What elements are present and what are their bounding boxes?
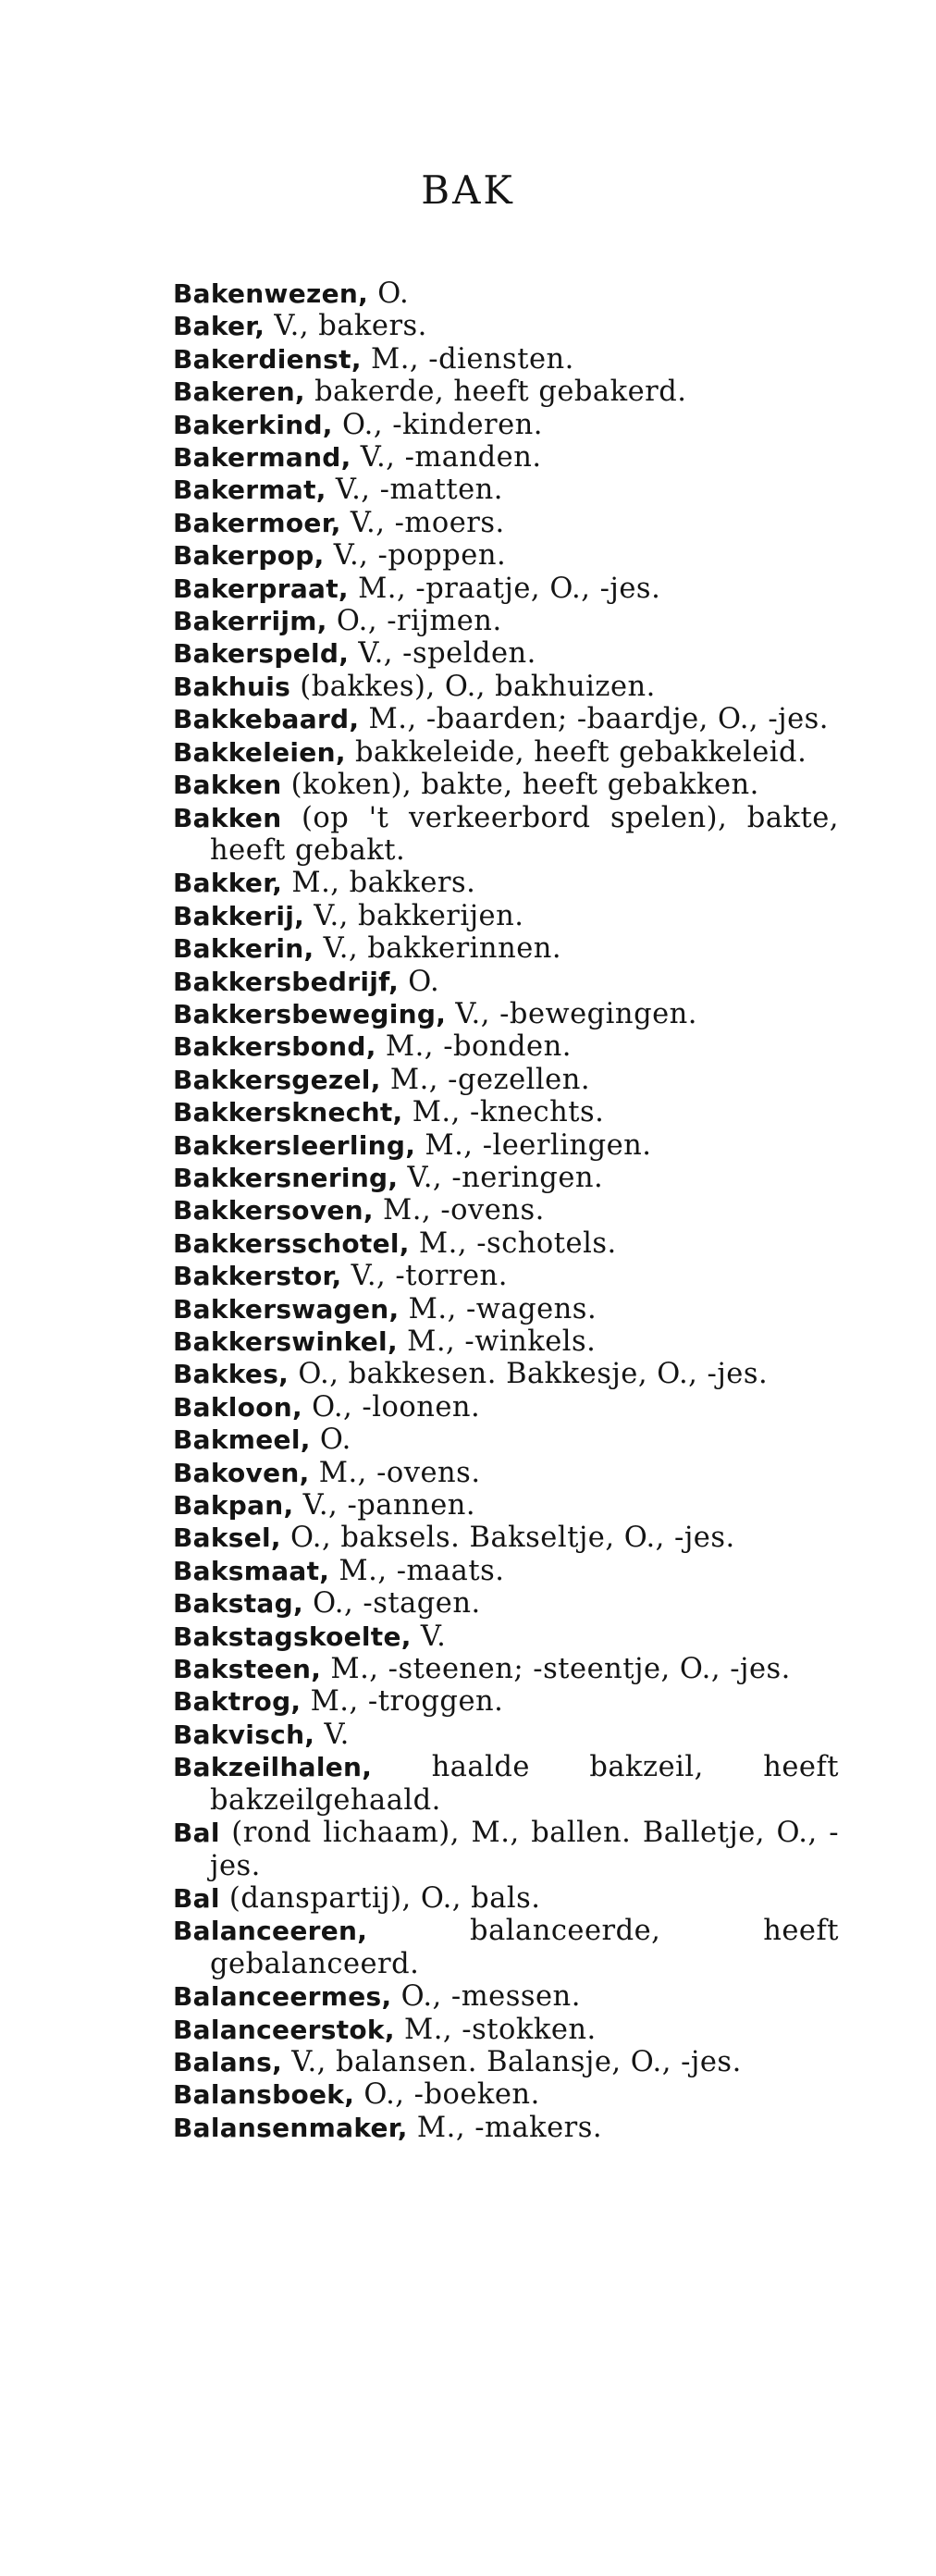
entry-definition: V., -bewegingen. xyxy=(446,997,697,1030)
entry-definition: M., -diensten. xyxy=(361,342,574,376)
dictionary-entry xyxy=(173,605,839,637)
dictionary-entry xyxy=(173,441,839,474)
entry-definition: O., -rijmen. xyxy=(326,605,502,638)
dictionary-entry xyxy=(173,2046,839,2078)
dictionary-entry xyxy=(173,1653,839,1685)
entry-definition: O., -kinderen. xyxy=(332,408,543,441)
entry-definition: V., -manden. xyxy=(351,441,542,475)
entry-headword: Bakermoer, xyxy=(173,507,341,538)
entry-definition: (op 't verkeerbord spelen), bakte, heeft gebakt. xyxy=(210,801,849,867)
entry-headword: Balanceeren, xyxy=(173,1916,368,1947)
entry-definition: M., -wagens. xyxy=(399,1292,597,1325)
dictionary-entry xyxy=(173,1621,839,1653)
entry-definition: (rond lichaam), M., ballen. Balletje, O., -jes. xyxy=(210,1817,839,1882)
entry-definition: bakerde, heeft gebakerd. xyxy=(304,376,687,409)
entry-headword: Bakkersknecht, xyxy=(173,1097,403,1128)
entry-definition: (bakkes), O., bakhuizen. xyxy=(290,670,656,703)
entry-headword: Bakenwezen, xyxy=(173,278,369,309)
entry-definition: V., bakkerinnen. xyxy=(314,932,562,966)
entry-definition: M., -gezellen. xyxy=(380,1063,591,1096)
dictionary-entry xyxy=(173,2078,839,2111)
entry-definition: M., -steenen; -steentje, O., -jes. xyxy=(321,1653,791,1686)
entry-definition: M., -knechts. xyxy=(402,1096,605,1129)
dictionary-entry xyxy=(173,1391,839,1424)
entry-headword: Bakken xyxy=(173,770,282,801)
entry-definition: V., -moers. xyxy=(340,506,505,539)
entry-definition: M., -schotels. xyxy=(409,1226,617,1260)
dictionary-entry xyxy=(173,801,849,868)
entry-headword: Baksteen, xyxy=(173,1654,322,1685)
entry-headword: Bakkersschotel, xyxy=(173,1227,410,1259)
entry-headword: Balansenmaker, xyxy=(173,2112,408,2143)
entry-headword: Bakkersoven, xyxy=(173,1195,374,1226)
entry-definition: haalde bakzeil, heeft bakzeilgehaald. xyxy=(210,1751,849,1817)
dictionary-entry xyxy=(173,703,839,735)
entry-headword: Bakerpop, xyxy=(173,540,325,572)
dictionary-entry xyxy=(173,310,839,342)
entry-headword: Bakkebaard, xyxy=(173,704,360,735)
entry-definition: (koken), bakte, heeft gebakken. xyxy=(281,769,759,802)
entry-definition: M., -troggen. xyxy=(301,1685,504,1719)
entry-headword: Bakkersbond, xyxy=(173,1031,376,1063)
entry-headword: Balanceermes, xyxy=(173,1981,392,2013)
dictionary-entry xyxy=(173,966,839,998)
entry-headword: Bakkerstor, xyxy=(173,1261,342,1292)
dictionary-entry xyxy=(173,1980,839,2013)
dictionary-entry xyxy=(173,343,839,376)
dictionary-entry xyxy=(173,1358,839,1390)
entry-definition: V. xyxy=(411,1620,447,1653)
entry-definition: O., -stagen. xyxy=(302,1587,481,1621)
entry-headword: Bakermat, xyxy=(173,475,326,506)
entry-headword: Bakkerswagen, xyxy=(173,1293,400,1325)
dictionary-entry xyxy=(173,474,839,506)
entry-headword: Bakkersbeweging, xyxy=(173,998,447,1029)
dictionary-entry xyxy=(173,507,839,539)
entry-headword: Bal xyxy=(173,1882,220,1914)
dictionary-entry xyxy=(173,573,839,605)
entry-headword: Bal xyxy=(173,1818,220,1849)
entry-definition: O. xyxy=(310,1424,351,1457)
entry-definition: O., -loonen. xyxy=(302,1390,481,1424)
entry-definition: O. xyxy=(399,965,440,998)
dictionary-entry xyxy=(173,1227,839,1260)
entry-headword: Baktrog, xyxy=(173,1686,302,1718)
entry-headword: Bakkerswinkel, xyxy=(173,1326,398,1357)
dictionary-entry xyxy=(173,998,839,1030)
entry-headword: Bakkerij, xyxy=(173,900,305,931)
entry-definition: M., -maats. xyxy=(329,1554,505,1587)
entry-headword: Balans, xyxy=(173,2046,283,2077)
entry-definition: O., bakkesen. Bakkesje, O., -jes. xyxy=(289,1358,769,1391)
entry-headword: Bakerpraat, xyxy=(173,573,349,604)
entry-headword: Bakerkind, xyxy=(173,409,333,440)
dictionary-entry xyxy=(173,637,839,670)
page-header: BAK xyxy=(421,167,515,213)
entry-headword: Bakerdienst, xyxy=(173,343,362,375)
dictionary-entry xyxy=(173,1325,839,1358)
entry-headword: Bakstagskoelte, xyxy=(173,1621,412,1652)
entry-headword: Bakkes, xyxy=(173,1359,289,1390)
entry-definition: V., -torren. xyxy=(341,1260,508,1293)
entry-definition: M., -baarden; -baardje, O., -jes. xyxy=(359,703,829,736)
dictionary-entry xyxy=(173,409,839,441)
entry-definition: M., -ovens. xyxy=(373,1194,545,1227)
dictionary-entry xyxy=(173,867,839,899)
entry-definition: V., -pannen. xyxy=(293,1489,476,1522)
entry-definition: bakkeleide, heeft gebakkeleid. xyxy=(345,735,807,769)
entry-headword: Bakhuis xyxy=(173,671,291,702)
dictionary-entry xyxy=(173,1194,839,1226)
entry-headword: Bakzeilhalen, xyxy=(173,1752,373,1783)
entry-headword: Baker, xyxy=(173,311,265,342)
entry-headword: Bakkersnering, xyxy=(173,1162,399,1193)
dictionary-entries xyxy=(173,277,849,2144)
entry-headword: Bakoven, xyxy=(173,1457,310,1488)
dictionary-entry xyxy=(173,736,839,769)
dictionary-entry xyxy=(173,1915,849,1980)
dictionary-entry xyxy=(173,1096,839,1128)
entry-definition: balanceerde, heeft gebalanceerd. xyxy=(210,1915,849,1980)
dictionary-entry xyxy=(173,2112,839,2144)
entry-headword: Bakmeel, xyxy=(173,1424,311,1456)
entry-definition: O., -messen. xyxy=(391,1980,581,2014)
dictionary-entry xyxy=(173,539,839,572)
dictionary-entry xyxy=(173,671,839,703)
dictionary-entry xyxy=(173,1293,839,1325)
dictionary-entry xyxy=(173,1064,839,1096)
entry-headword: Bakkersbedrijf, xyxy=(173,966,400,997)
dictionary-entry xyxy=(173,1882,839,1915)
entry-definition: V., -neringen. xyxy=(398,1161,604,1194)
entry-definition: V., bakers. xyxy=(265,310,427,343)
dictionary-entry xyxy=(173,1424,839,1456)
entry-definition: V., -spelden. xyxy=(349,637,536,671)
entry-definition: M., -ovens. xyxy=(309,1456,481,1489)
entry-definition: O., baksels. Bakseltje, O., -jes. xyxy=(280,1522,735,1555)
entry-headword: Bakloon, xyxy=(173,1391,302,1423)
entry-definition: M., -praatje, O., -jes. xyxy=(348,572,661,605)
entry-headword: Bakerrijm, xyxy=(173,606,327,637)
dictionary-entry xyxy=(173,1522,839,1554)
dictionary-entry xyxy=(173,1817,839,1882)
entry-headword: Bakkeleien, xyxy=(173,736,346,768)
entry-headword: Baksmaat, xyxy=(173,1555,330,1586)
dictionary-entry xyxy=(173,1685,839,1718)
entry-definition: O., -boeken. xyxy=(354,2078,540,2112)
entry-definition: V. xyxy=(314,1718,350,1751)
entry-headword: Bakkersgezel, xyxy=(173,1064,381,1095)
dictionary-entry xyxy=(173,1555,839,1587)
entry-definition: V., balansen. Balansje, O., -jes. xyxy=(282,2045,742,2078)
dictionary-entry xyxy=(173,277,839,310)
entry-headword: Bakvisch, xyxy=(173,1719,315,1750)
entry-definition: V., -matten. xyxy=(326,474,503,507)
entry-headword: Bakkerin, xyxy=(173,933,314,965)
entry-definition: V., bakkerijen. xyxy=(304,899,524,932)
dictionary-entry xyxy=(173,1719,839,1751)
entry-headword: Bakstag, xyxy=(173,1588,303,1620)
dictionary-entry xyxy=(173,376,839,408)
entry-headword: Bakkersleerling, xyxy=(173,1129,416,1161)
entry-headword: Baksel, xyxy=(173,1522,281,1554)
entry-headword: Bakeren, xyxy=(173,376,305,408)
entry-headword: Balansboek, xyxy=(173,2079,355,2111)
entry-headword: Bakerspeld, xyxy=(173,638,350,670)
dictionary-entry xyxy=(173,1260,839,1292)
entry-definition: M., -makers. xyxy=(407,2111,603,2144)
dictionary-entry xyxy=(173,1030,839,1063)
dictionary-entry xyxy=(173,1587,839,1620)
entry-headword: Balanceerstok, xyxy=(173,2014,395,2045)
entry-definition: M., -winkels. xyxy=(397,1325,597,1358)
entry-definition: M., -stokken. xyxy=(394,2013,597,2046)
entry-definition: M., -leerlingen. xyxy=(415,1128,652,1162)
entry-definition: M., -bonden. xyxy=(376,1030,572,1064)
dictionary-entry xyxy=(173,1129,839,1162)
entry-headword: Bakken xyxy=(173,802,282,833)
dictionary-entry xyxy=(173,1162,839,1194)
entry-definition: (danspartij), O., bals. xyxy=(219,1881,541,1915)
dictionary-entry xyxy=(173,932,839,965)
entry-definition: O. xyxy=(368,277,410,310)
entry-definition: M., bakkers. xyxy=(282,867,476,900)
dictionary-entry xyxy=(173,769,839,801)
dictionary-entry xyxy=(173,2014,839,2046)
entry-headword: Bakpan, xyxy=(173,1490,294,1522)
dictionary-entry xyxy=(173,1489,839,1522)
entry-headword: Bakker, xyxy=(173,868,283,899)
dictionary-entry xyxy=(173,1457,839,1489)
entry-definition: V., -poppen. xyxy=(324,539,507,573)
dictionary-entry xyxy=(173,900,839,932)
entry-headword: Bakermand, xyxy=(173,442,351,474)
dictionary-entry xyxy=(173,1751,849,1817)
